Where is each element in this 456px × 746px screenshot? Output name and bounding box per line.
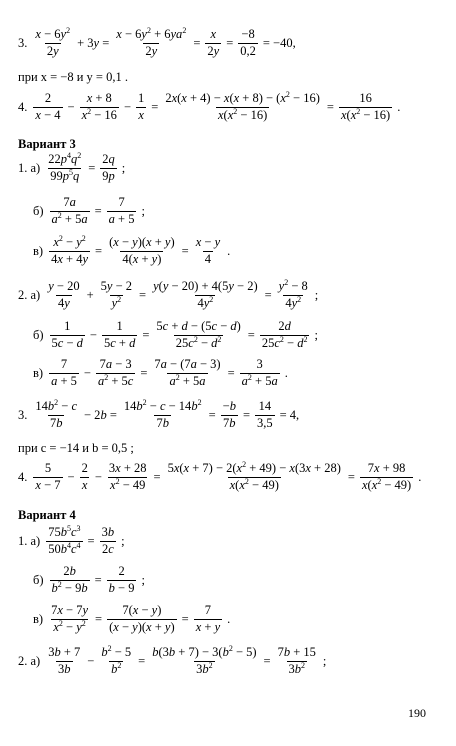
equation-line-3: 4. $\frac{2}{x - 4}$ − $\frac{x + 8}{x^2 - 16}$ − $\frac{1}{x}$ = $\frac{2x(x + 4) - x(x + 8) - (x^2 - 16)}{x(x^2 - 16)}$ = $\frac{16}{x(x^2 - 16)}$ . (18, 89, 401, 122)
variant-3-heading: Вариант 3 (18, 137, 76, 151)
equation-line-8: б) $\frac{1}{5c - d}$ − $\frac{1}{5c + d}$ = $\frac{5c + d - (5c - d)}{25c^2 - d^2}$ = $\frac{2d}{25c^2 - d^2}$ ; (33, 319, 318, 350)
page-number: 190 (408, 706, 426, 720)
equation-line-10: 3. $\frac{14b^2 - c}{7b}$ − 2b = $\frac{14b^2 - c - 14b^2}{7b}$ = $\frac{-b}{7b}$ = $\frac{14}{3,5}$ = 4, (18, 397, 300, 430)
equation-line-16: 2. а) $\frac{3b + 7}{3b}$ − $\frac{b^2 - 5}{b^2}$ = $\frac{b(3b + 7) - 3(b^2 - 5)}{3b^2}$ = $\frac{7b + 15}{3b^2}$ ; (18, 643, 327, 676)
equation-line-15: в) $\frac{7x - 7y}{x^2 - y^2}$ = $\frac{7(x - y)}{(x - y)(x + y)}$ = $\frac{7}{x + y}$ . (33, 603, 231, 634)
equation-line-12: 4. $\frac{5}{x - 7}$ − $\frac{2}{x}$ − $\frac{3x + 28}{x^2 - 49}$ = $\frac{5x(x + 7) - 2(x^2 + 49) - x(3x + 28)}{x(x^2 - 49)}$ = $\frac{7x + 98}{x(x^2 - 49)}$ . (18, 459, 422, 492)
variant-4-heading: Вариант 4 (18, 508, 76, 522)
equation-line-7: 2. а) $\frac{y - 20}{4y}$ + $\frac{5y - 2}{y^2}$ = $\frac{y(y - 20) + 4(5y - 2)}{4y^2}$ = $\frac{y^2 - 8}{4y^2}$ ; (18, 277, 319, 310)
equation-line-5: б) $\frac{7a}{a^2 + 5a}$ = $\frac{7}{a + 5}$ ; (33, 195, 145, 226)
equation-line-4: 1. а) $\frac{22p^4q^2}{99p^5q}$ = $\frac{2q}{9p}$ ; (18, 150, 126, 183)
equation-line-1: 3. $\frac{x - 6y^2}{2y}$ + 3y = $\frac{x - 6y^2 + 6ya^2}{2y}$ = $\frac{x}{2y}$ = $\frac{-8}{0,2}$ = −40, (18, 25, 296, 58)
equation-line-13: 1. а) $\frac{75b^5c^3}{50b^4c^4}$ = $\frac{3b}{2c}$ ; (18, 523, 125, 556)
equation-line-11: при c = −14 и b = 0,5 ; (18, 441, 134, 455)
equation-line-6: в) $\frac{x^2 - y^2}{4x + 4y}$ = $\frac{(x - y)(x + y)}{4(x + y)}$ = $\frac{x - y}{4}$ . (33, 233, 231, 266)
equation-line-14: б) $\frac{2b}{b^2 - 9b}$ = $\frac{2}{b - 9}$ ; (33, 564, 145, 595)
equation-line-2: при x = −8 и y = 0,1 . (18, 70, 128, 84)
equation-line-9: в) $\frac{7}{a + 5}$ − $\frac{7a - 3}{a^2 + 5c}$ = $\frac{7a - (7a - 3)}{a^2 + 5a}$ = $\frac{3}{a^2 + 5a}$ . (33, 357, 288, 388)
